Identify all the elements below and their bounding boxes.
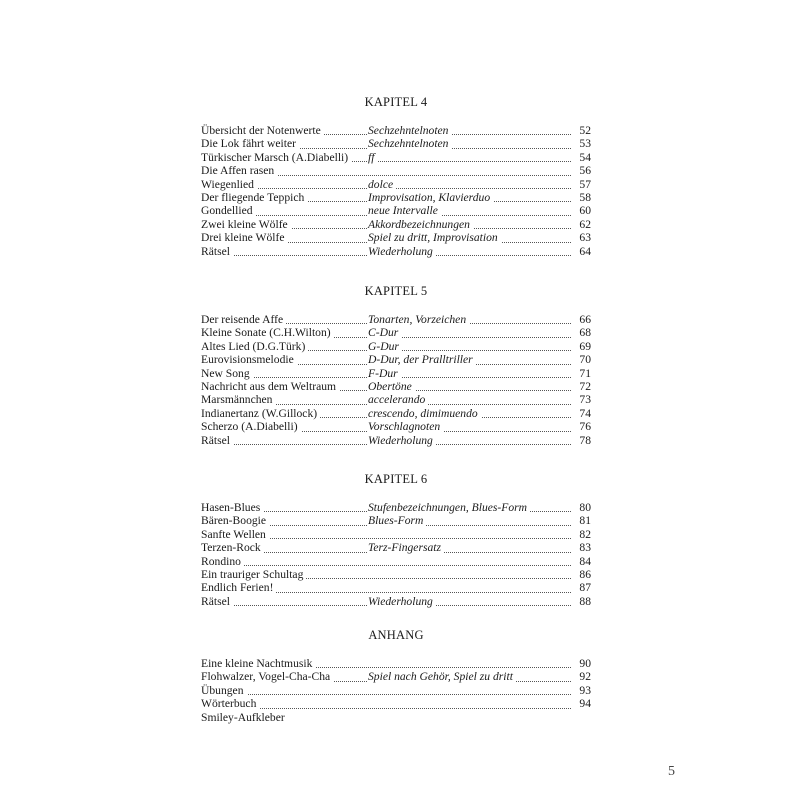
entry-title: Endlich Ferien!	[201, 581, 276, 594]
section-heading: KAPITEL 4	[364, 95, 428, 109]
toc-entry	[201, 555, 591, 568]
toc-entry	[201, 393, 591, 406]
entry-title: Marsmännchen	[201, 393, 275, 406]
entry-page-number: 58	[579, 190, 591, 204]
entry-title: Hasen-Blues	[201, 501, 263, 514]
toc-entry	[201, 581, 591, 594]
entry-page-number: 53	[579, 137, 591, 151]
toc-entry	[201, 191, 591, 204]
entry-page-number: 66	[579, 313, 591, 326]
section-kapitel-4	[201, 94, 591, 258]
entry-title: Scherzo (A.Diabelli)	[201, 420, 301, 433]
entry-title: Wiegenlied	[201, 178, 257, 191]
entry-page-number: 88	[579, 594, 591, 608]
entry-topic: D-Dur, der Pralltriller	[367, 353, 476, 366]
section-heading: KAPITEL 5	[364, 284, 428, 298]
entry-page-number: 87	[579, 581, 591, 595]
entry-topic: Akkordbezeichnungen	[367, 218, 473, 231]
entry-page-number: 56	[579, 164, 591, 178]
entry-title: Indianertanz (W.Gillock)	[201, 407, 320, 420]
toc-entry	[201, 313, 591, 326]
entry-topic: Spiel nach Gehör, Spiel zu dritt	[367, 670, 516, 683]
entry-topic: dolce	[367, 178, 396, 191]
toc-entry	[201, 245, 591, 258]
entry-topic: F-Dur	[367, 367, 401, 380]
entry-page-number: 52	[579, 124, 591, 137]
entry-page-number: 54	[579, 150, 591, 164]
toc-entry	[201, 595, 591, 608]
entry-page-number: 93	[579, 683, 591, 697]
entry-page-number: 64	[579, 244, 591, 258]
entry-title: Rätsel	[201, 595, 233, 608]
entry-topic: Sechzehntelnoten	[367, 137, 451, 150]
entry-title: Übersicht der Notenwerte	[201, 124, 324, 137]
entry-title: Rondino	[201, 555, 244, 568]
toc-entry	[201, 684, 591, 697]
entry-page-number: 83	[579, 541, 591, 555]
entry-page-number: 57	[579, 177, 591, 191]
dot-leader	[201, 694, 571, 695]
toc-entry	[201, 367, 591, 380]
entry-title: Die Lok fährt weiter	[201, 137, 299, 150]
toc-entry	[201, 514, 591, 527]
section-kapitel-6	[201, 471, 591, 608]
entry-page-number: 72	[579, 379, 591, 393]
toc-entry	[201, 670, 591, 683]
page-number: 5	[668, 764, 675, 779]
entry-page-number: 69	[579, 339, 591, 353]
entry-title: Türkischer Marsch (A.Diabelli)	[201, 151, 351, 164]
entry-title: Der fliegende Teppich	[201, 191, 307, 204]
toc-entry	[201, 541, 591, 554]
entry-page-number: 70	[579, 353, 591, 367]
toc-entry	[201, 164, 591, 177]
entry-title: Übungen	[201, 684, 247, 697]
toc-entry	[201, 178, 591, 191]
section-anhang	[201, 627, 591, 724]
section-heading: KAPITEL 6	[364, 472, 428, 486]
toc-entry	[201, 137, 591, 150]
entry-page-number: 74	[579, 406, 591, 420]
entry-topic: Stufenbezeichnungen, Blues-Form	[367, 501, 530, 514]
entry-page-number: 84	[579, 554, 591, 568]
entry-title: Rätsel	[201, 434, 233, 447]
entry-topic: Wiederholung	[367, 245, 436, 258]
entry-page-number: 86	[579, 567, 591, 581]
toc-entry	[201, 380, 591, 393]
entry-topic: Wiederholung	[367, 434, 436, 447]
toc-entry	[201, 231, 591, 244]
entry-topic: Improvisation, Klavierduo	[367, 191, 493, 204]
entry-page-number: 94	[579, 697, 591, 711]
toc-entry	[201, 204, 591, 217]
toc-entry	[201, 340, 591, 353]
entry-page-number: 78	[579, 433, 591, 447]
entry-title: Eurovisionsmelodie	[201, 353, 297, 366]
entry-page-number: 80	[579, 501, 591, 514]
entry-title: Bären-Boogie	[201, 514, 269, 527]
toc-entry	[201, 568, 591, 581]
entry-title: Flohwalzer, Vogel-Cha-Cha	[201, 670, 333, 683]
entry-page-number: 73	[579, 393, 591, 407]
entry-topic: Tonarten, Vorzeichen	[367, 313, 469, 326]
toc-entry	[201, 434, 591, 447]
toc-entry	[201, 501, 591, 514]
entry-title: Smiley-Aufkleber	[201, 711, 288, 724]
entry-page-number: 90	[579, 657, 591, 670]
entry-title: Eine kleine Nachtmusik	[201, 657, 315, 670]
entry-page-number: 68	[579, 326, 591, 340]
entry-title: Rätsel	[201, 245, 233, 258]
entry-title: Die Affen rasen	[201, 164, 277, 177]
entry-topic: ff	[367, 151, 377, 164]
entry-topic: Sechzehntelnoten	[367, 124, 451, 137]
entry-title: Ein trauriger Schultag	[201, 568, 306, 581]
entry-page-number: 81	[579, 514, 591, 528]
section-heading: ANHANG	[368, 628, 424, 642]
toc-entry	[201, 657, 591, 670]
entry-title: Wörterbuch	[201, 697, 259, 710]
toc-entry	[201, 528, 591, 541]
toc-entry	[201, 353, 591, 366]
entry-topic: G-Dur	[367, 340, 402, 353]
entry-page-number: 76	[579, 420, 591, 434]
entry-title: Sanfte Wellen	[201, 528, 269, 541]
entry-page-number: 62	[579, 217, 591, 231]
toc-entry	[201, 711, 591, 724]
entry-page-number: 60	[579, 204, 591, 218]
entry-topic: crescendo, dimimuendo	[367, 407, 481, 420]
entry-title: Zwei kleine Wölfe	[201, 218, 291, 231]
entry-title: Kleine Sonate (C.H.Wilton)	[201, 326, 334, 339]
entry-topic: Spiel zu dritt, Improvisation	[367, 231, 501, 244]
entry-title: Drei kleine Wölfe	[201, 231, 287, 244]
entry-topic: Blues-Form	[367, 514, 426, 527]
entry-page-number: 63	[579, 231, 591, 245]
toc-entry	[201, 218, 591, 231]
entry-topic: Vorschlagnoten	[367, 420, 443, 433]
section-kapitel-5	[201, 283, 591, 447]
entry-title: Terzen-Rock	[201, 541, 264, 554]
entry-title: Nachricht aus dem Weltraum	[201, 380, 339, 393]
entry-topic: accelerando	[367, 393, 428, 406]
entry-topic: Wiederholung	[367, 595, 436, 608]
toc-entry	[201, 151, 591, 164]
entry-title: Der reisende Affe	[201, 313, 286, 326]
toc-entry	[201, 326, 591, 339]
entry-topic: neue Intervalle	[367, 204, 441, 217]
entry-topic: Terz-Fingersatz	[367, 541, 444, 554]
entry-title: Altes Lied (D.G.Türk)	[201, 340, 308, 353]
dot-leader	[201, 565, 571, 566]
toc-entry	[201, 697, 591, 710]
entry-page-number: 71	[579, 366, 591, 380]
toc-entry	[201, 407, 591, 420]
entry-topic: C-Dur	[367, 326, 401, 339]
entry-title: Gondellied	[201, 204, 256, 217]
toc-entry	[201, 420, 591, 433]
entry-page-number: 82	[579, 527, 591, 541]
entry-title: New Song	[201, 367, 253, 380]
entry-page-number: 92	[579, 670, 591, 684]
toc-entry	[201, 124, 591, 137]
entry-topic: Obertöne	[367, 380, 415, 393]
